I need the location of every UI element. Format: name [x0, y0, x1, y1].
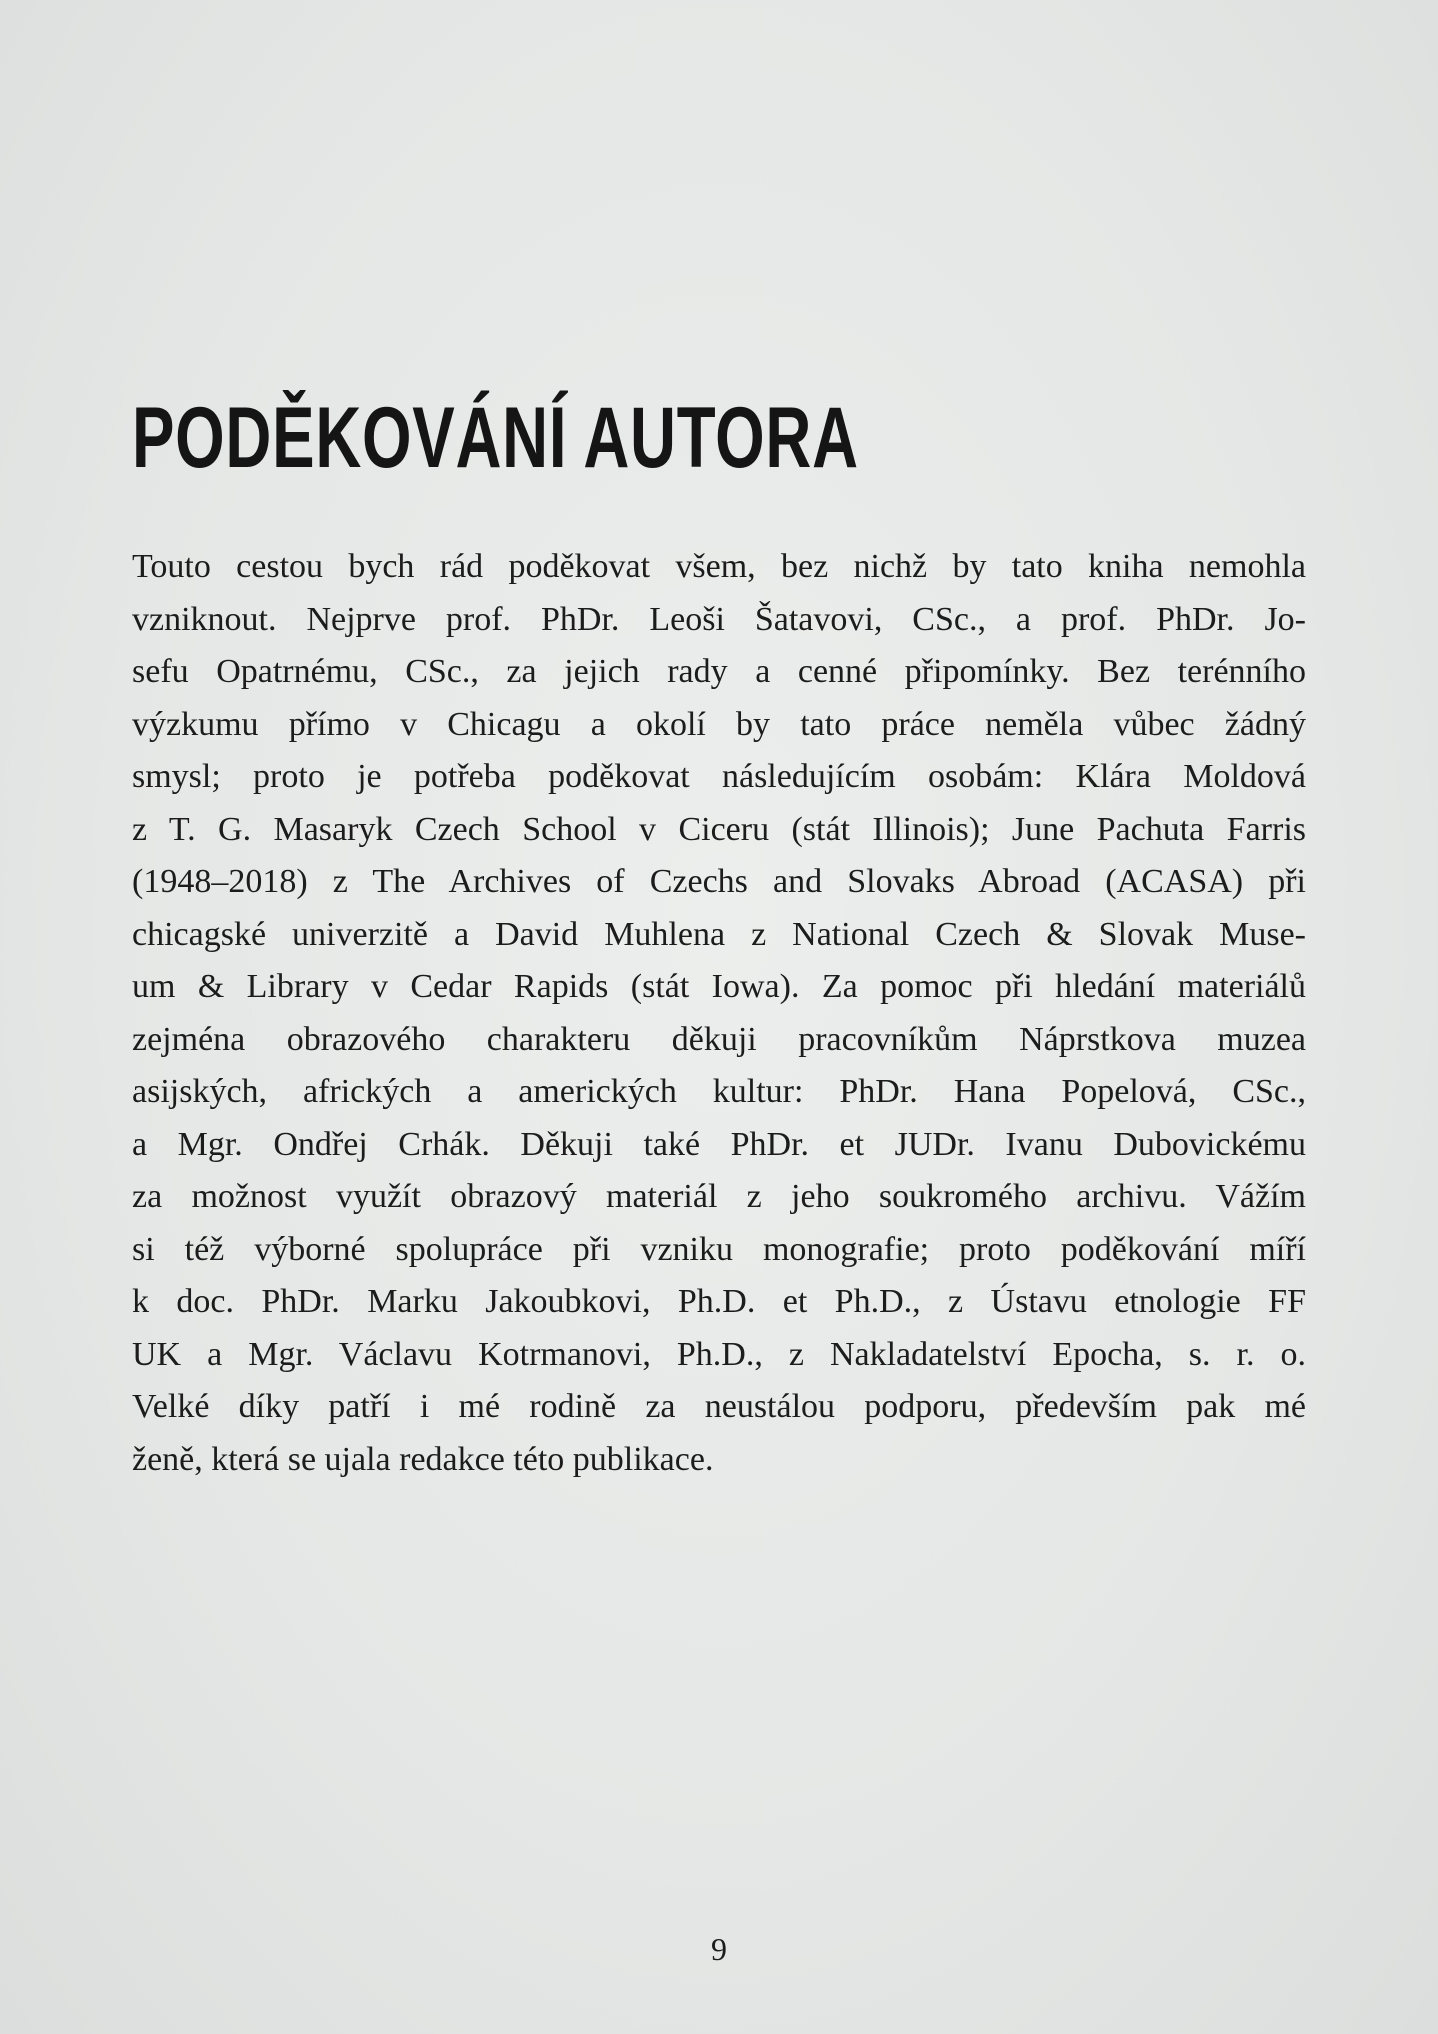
- text-line: zejména obrazového charakteru děkuji pracovníkům Náprstkova muzea: [132, 1020, 1306, 1058]
- text-line: si též výborné spolupráce při vzniku monografie; proto poděkování míří: [132, 1230, 1306, 1268]
- text-line: a Mgr. Ondřej Crhák. Děkuji také PhDr. et JUDr. Ivanu Dubovickému: [132, 1125, 1306, 1163]
- page-number: 9: [711, 1931, 727, 1967]
- text-line: Touto cestou bych rád poděkovat všem, bez nichž by tato kniha nemohla: [132, 548, 1306, 585]
- text-line: výzkumu přímo v Chicagu a okolí by tato práce neměla vůbec žádný: [132, 705, 1306, 743]
- text-line: k doc. PhDr. Marku Jakoubkovi, Ph.D. et Ph.D., z Ústavu etnologie FF: [132, 1283, 1306, 1320]
- text-line: vzniknout. Nejprve prof. PhDr. Leoši Šatavovi, CSc., a prof. PhDr. Jo-: [132, 600, 1306, 638]
- acknowledgement-text: [132, 541, 1306, 1486]
- text-line: UK a Mgr. Václavu Kotrmanovi, Ph.D., z Nakladatelství Epocha, s. r. o.: [132, 1335, 1306, 1373]
- text-line: Velké díky patří i mé rodině za neustálou podporu, především pak mé: [132, 1388, 1306, 1425]
- text-line: ženě, která se ujala redakce této publikace.: [132, 1440, 714, 1478]
- text-line: asijských, afrických a amerických kultur: PhDr. Hana Popelová, CSc.,: [132, 1073, 1306, 1110]
- text-line: za možnost využít obrazový materiál z jeho soukromého archivu. Vážím: [132, 1178, 1306, 1215]
- page-heading: PODĚKOVÁNÍ AUTORA: [132, 390, 859, 486]
- text-line: smysl; proto je potřeba poděkovat následujícím osobám: Klára Moldová: [132, 758, 1306, 795]
- text-line: chicagské univerzitě a David Muhlena z National Czech & Slovak Muse-: [132, 915, 1306, 953]
- text-line: z T. G. Masaryk Czech School v Ciceru (stát Illinois); June Pachuta Farris: [132, 810, 1306, 848]
- text-line: (1948–2018) z The Archives of Czechs and Slovaks Abroad (ACASA) při: [132, 863, 1306, 900]
- text-line: um & Library v Cedar Rapids (stát Iowa). Za pomoc při hledání materiálů: [132, 968, 1306, 1005]
- text-line: sefu Opatrnému, CSc., za jejich rady a cenné připomínky. Bez terénního: [132, 653, 1306, 690]
